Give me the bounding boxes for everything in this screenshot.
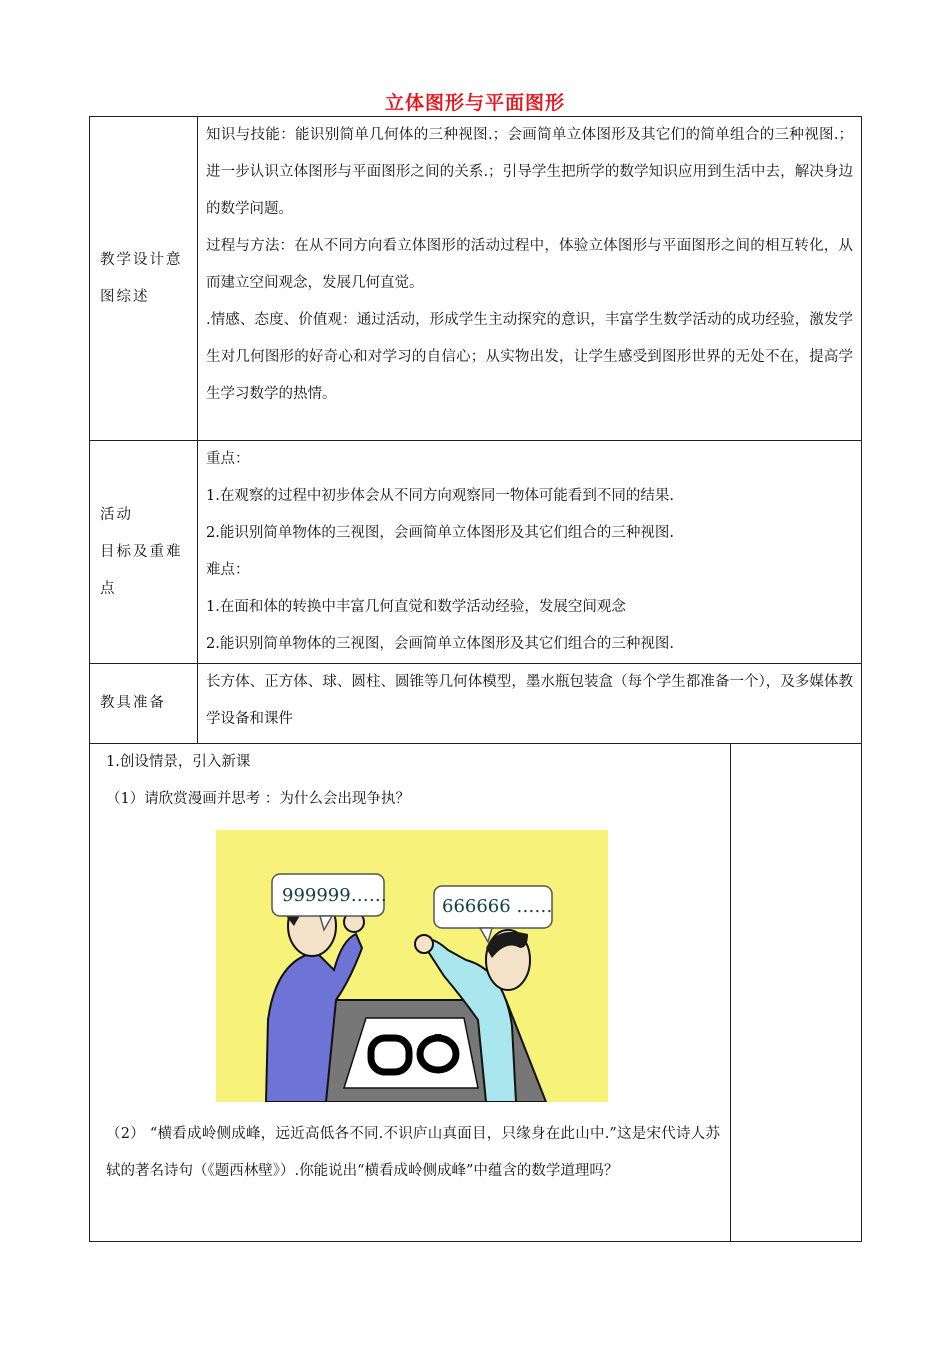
design-intent-row [90, 117, 862, 441]
question-1: （1）请欣赏漫画并思考 ：为什么会出现争执？ [106, 791, 410, 807]
intro-section-row [90, 744, 862, 1242]
design-intent-label [90, 117, 198, 441]
materials-label-text: 教具准备 [100, 695, 166, 711]
materials-text: 长方体、正方体、球、圆柱、圆锥等几何体模型，墨水瓶包装盒（每个学生都准备一个），及多媒体教学设备和课件 [206, 674, 854, 727]
goals-label-line1: 活动 [100, 506, 133, 523]
difficulties-heading: 难点： [206, 562, 250, 578]
cartoon-image [216, 830, 608, 1102]
left-speech-bubble-text: 999999…… [282, 885, 387, 906]
materials-content [198, 664, 862, 744]
materials-label [90, 664, 198, 744]
goals-content [198, 441, 862, 664]
emotion-attitude-paragraph: .情感、态度、价值观：通过活动，形成学生主动探究的意识，丰富学生数学活动的成功经验，激发学生对几何图形的好奇心和对学习的自信心；从实物出发，让学生感受到图形世界的无处不在，提高学生学习数学的热情。 [206, 312, 854, 402]
design-intent-label-text: 教学设计意图综述 [100, 251, 183, 305]
key-point-1: 1.在观察的过程中初步体会从不同方向观察同一物体可能看到不同的结果. [206, 488, 674, 504]
goals-label [90, 441, 198, 664]
lesson-plan-table [89, 116, 862, 1242]
process-method-paragraph: 过程与方法：在从不同方向看立体图形的活动过程中，体验立体图形与平面图形之间的相互转化，从而建立空间观念，发展几何直觉。 [206, 238, 854, 291]
goals-label-line2: 目标及重难点 [100, 543, 183, 597]
materials-row [90, 664, 862, 744]
goals-row [90, 441, 862, 664]
knowledge-skill-paragraph: 知识与技能：能识别简单几何体的三种视图.；会画简单立体图形及其它们的简单组合的三种视图.；进一步认识立体图形与平面图形之间的关系.；引导学生把所学的数学知识应用到生活中去，解决身边的数学问题。 [206, 127, 854, 217]
design-intent-content [198, 117, 862, 441]
difficulty-1: 1.在面和体的转换中丰富几何直觉和数学活动经验，发展空间观念 [206, 599, 626, 615]
question-2: （2） “横看成岭侧成峰，远近高低各不同.不识庐山真面目，只缘身在此山中.”这是宋代诗人苏轼的著名诗句（《题西林壁》）.你能说出“横看成岭侧成峰”中蕴含的数学道理吗？ [106, 1126, 720, 1179]
key-point-2: 2.能识别简单物体的三视图，会画简单立体图形及其它们组合的三种视图. [206, 525, 674, 541]
section-heading: 1.创设情景，引入新课 [106, 754, 251, 770]
right-speech-bubble-text: 666666 …… [442, 896, 553, 917]
notes-column-cell [731, 744, 862, 1242]
page-title: 立体图形与平面图形 [384, 92, 565, 114]
key-points-heading: 重点： [206, 451, 250, 467]
difficulty-2: 2.能识别简单物体的三视图，会画简单立体图形及其它们组合的三种视图. [206, 636, 674, 652]
intro-section-content [90, 744, 731, 1242]
